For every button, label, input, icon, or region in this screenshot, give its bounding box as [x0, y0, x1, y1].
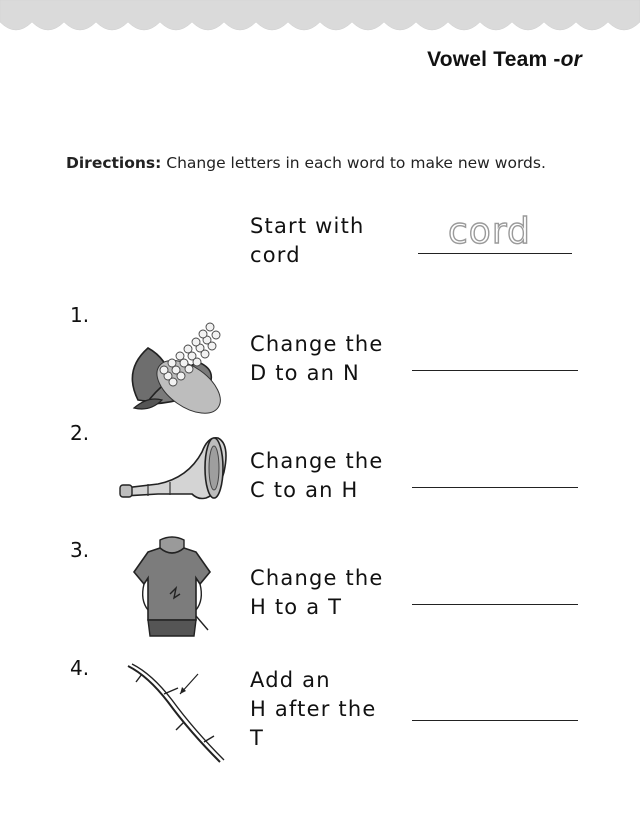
answer-line-1 [412, 370, 578, 371]
answer-line-4 [412, 720, 578, 721]
horn-icon [118, 432, 230, 504]
item-4-line-3: T [250, 726, 265, 750]
item-number-3: 3. [70, 538, 90, 562]
item-prompt-2 [250, 447, 384, 505]
answer-line-3 [412, 604, 578, 605]
start-prompt [250, 212, 365, 270]
start-line-1: Start with [250, 214, 365, 238]
worksheet-title [427, 48, 582, 72]
title-main: Vowel Team - [427, 48, 561, 71]
item-prompt-3 [250, 564, 384, 622]
directions-label: Directions: [66, 154, 162, 172]
directions-text: Change letters in each word to make new words. [161, 154, 546, 172]
item-1-line-2: D to an N [250, 361, 360, 385]
traced-word: cord [448, 211, 531, 252]
thorn-branch-icon [118, 656, 228, 766]
directions [66, 154, 546, 172]
item-prompt-1 [250, 330, 384, 388]
start-answer-line [418, 253, 572, 254]
scalloped-banner [0, 0, 640, 40]
item-number-4: 4. [70, 656, 90, 680]
item-2-line-1: Change the [250, 449, 384, 473]
corn-icon [118, 300, 230, 416]
item-2-line-2: C to an H [250, 478, 359, 502]
item-prompt-4 [250, 666, 377, 753]
item-4-line-2: H after the [250, 697, 377, 721]
item-number-2: 2. [70, 421, 90, 445]
item-number-1: 1. [70, 303, 90, 327]
title-suffix: or [560, 48, 582, 71]
start-line-2: cord [250, 243, 301, 267]
item-1-line-1: Change the [250, 332, 384, 356]
torn-shirt-icon [130, 536, 214, 638]
answer-line-2 [412, 487, 578, 488]
item-4-line-1: Add an [250, 668, 331, 692]
item-3-line-1: Change the [250, 566, 384, 590]
item-3-line-2: H to a T [250, 595, 343, 619]
